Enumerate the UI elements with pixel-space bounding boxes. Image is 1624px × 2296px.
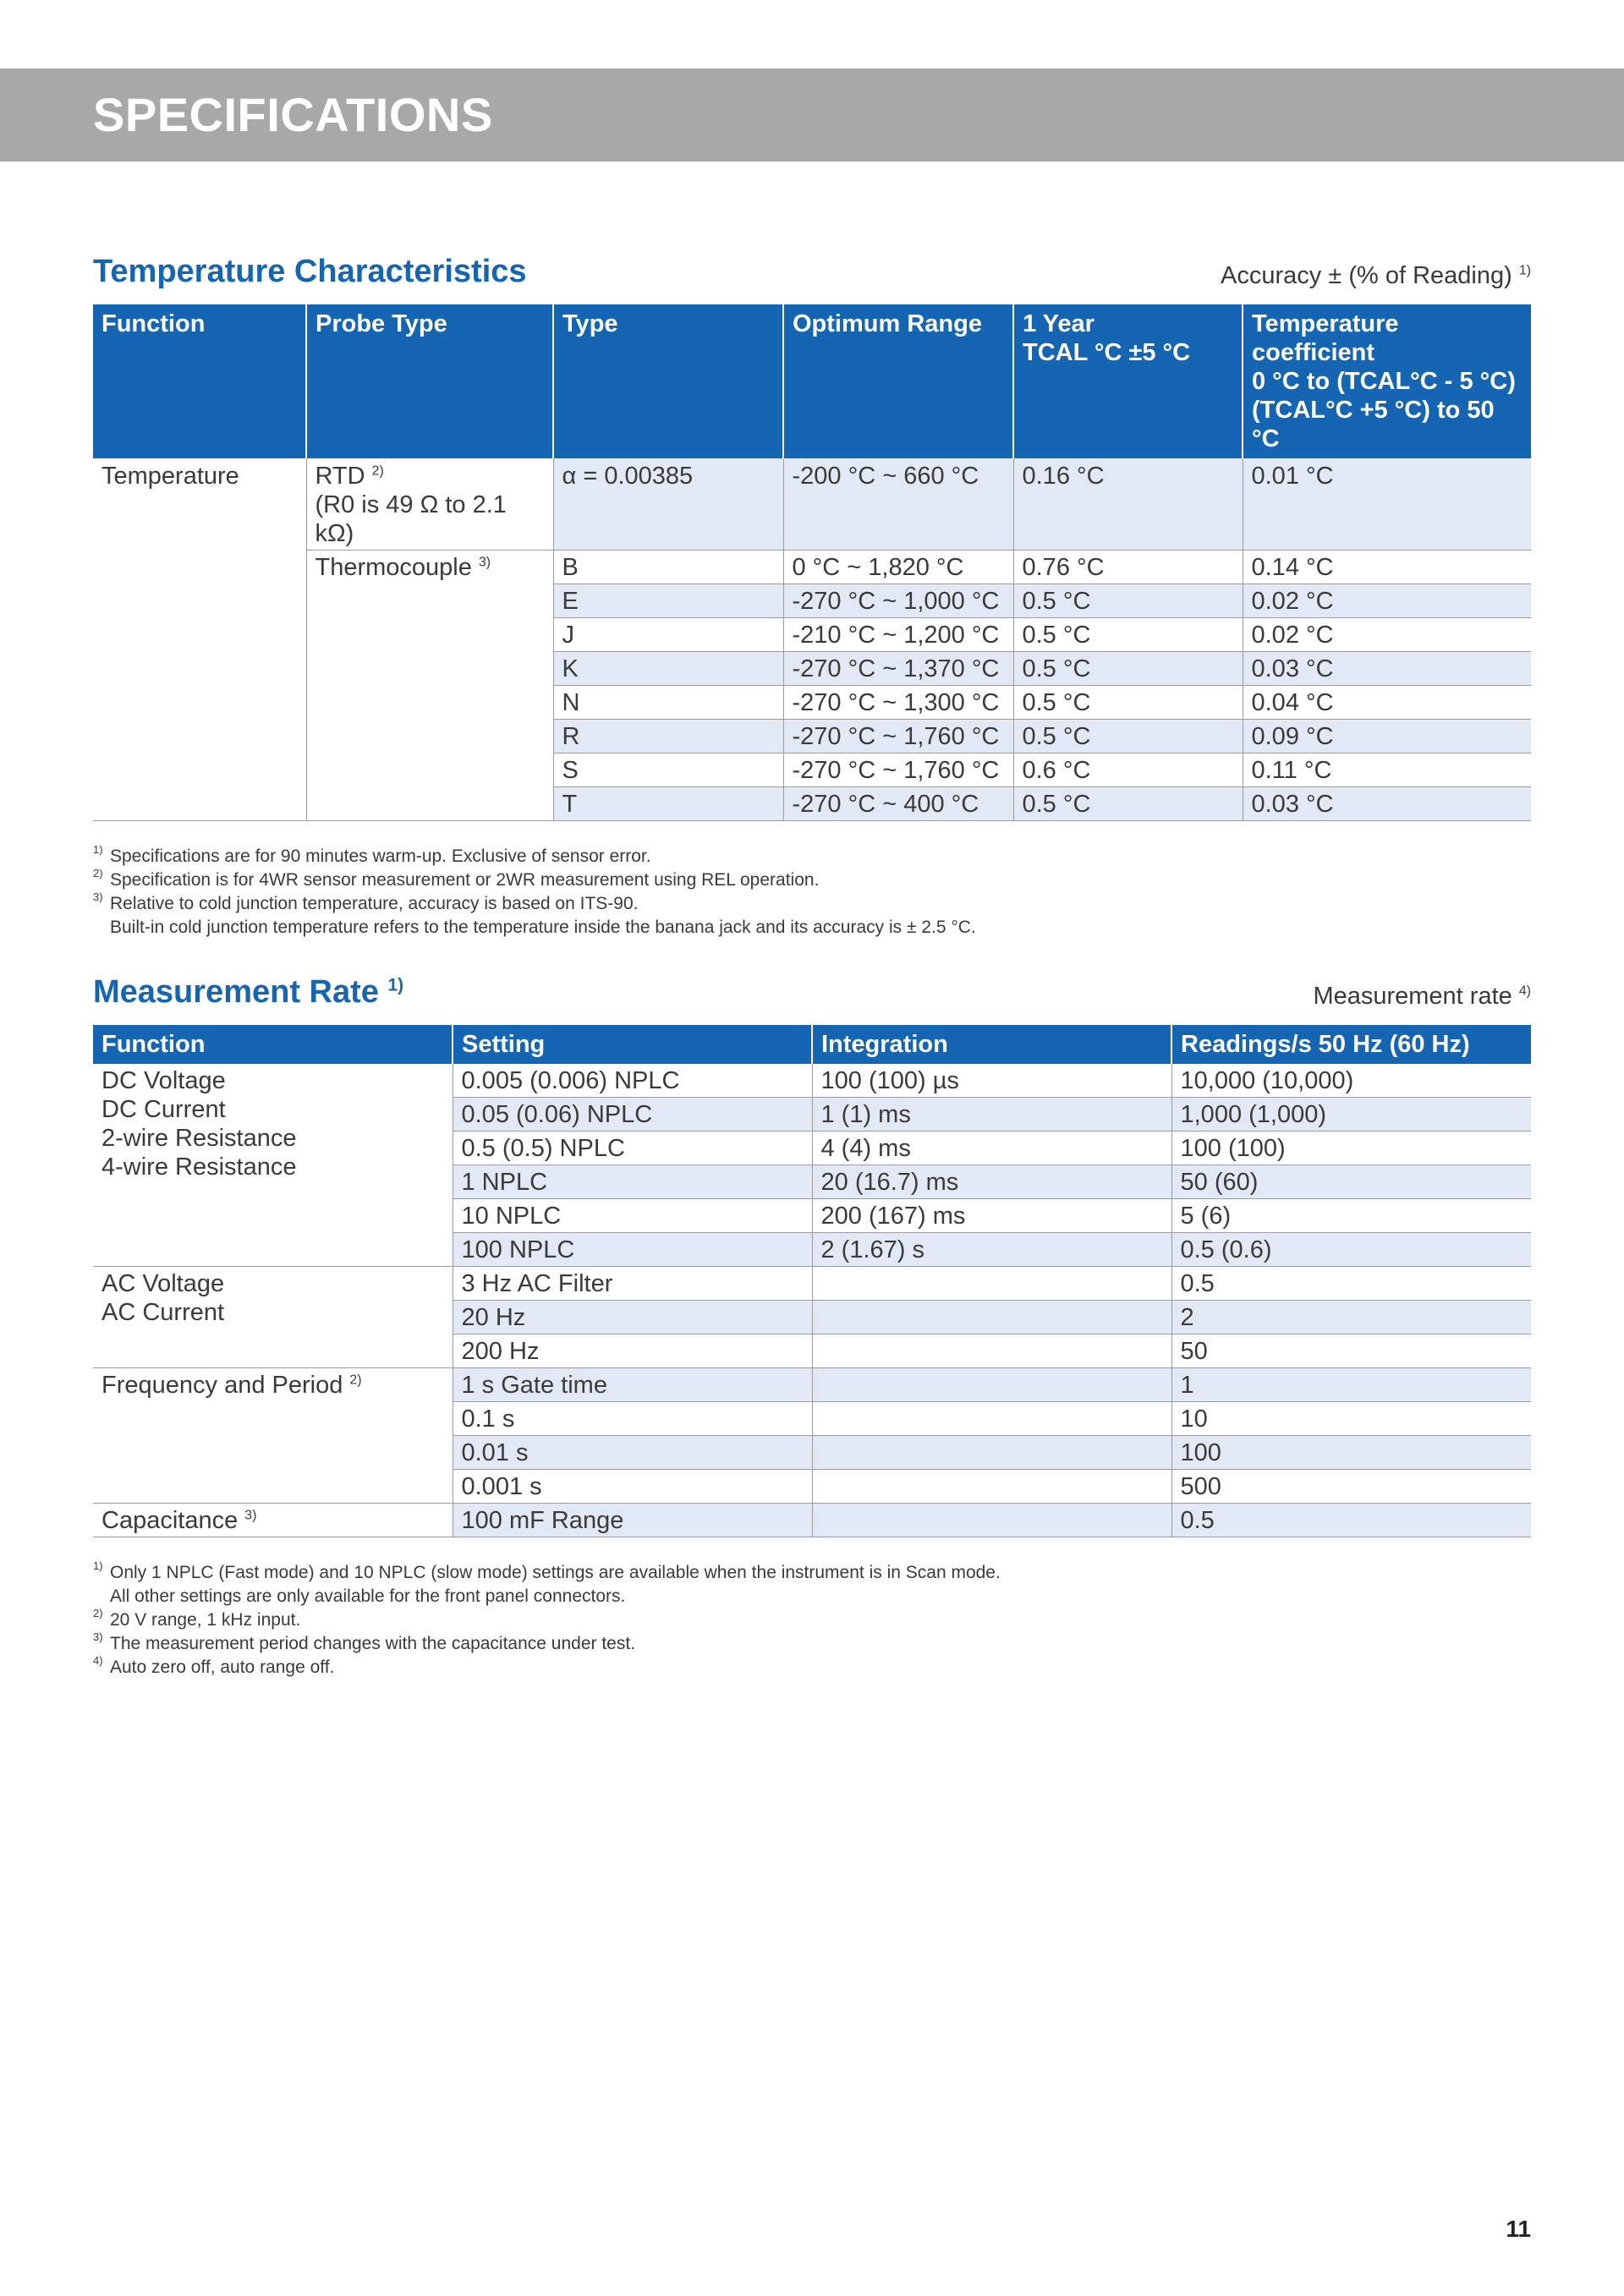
setting-cell: 200 Hz (453, 1334, 812, 1368)
integration-cell (812, 1504, 1171, 1537)
readings-cell: 0.5 (1171, 1267, 1531, 1301)
col-probe-type: Probe Type (306, 304, 553, 458)
col-integration: Integration (812, 1025, 1171, 1064)
function-capacitance-cell: Capacitance $^{3)}$ (93, 1504, 453, 1537)
setting-cell: 0.005 (0.006) NPLC (453, 1064, 812, 1098)
function-frequency-cell: Frequency and Period $^{2)}$ (93, 1368, 453, 1504)
year-cell: 0.76 °C (1013, 551, 1243, 584)
type-cell: α = 0.00385 (553, 458, 783, 551)
measurement-rate-label: Measurement rate $^{4)}$ (1313, 983, 1531, 1010)
table-row (93, 458, 1531, 551)
col-temp-coefficient: Temperature coefficient 0 °C to (TCAL°C - 5 °C) (TCAL°C +5 °C) to 50 °C (1243, 304, 1531, 458)
type-cell: B (553, 551, 783, 584)
readings-cell: 0.5 (1171, 1504, 1531, 1537)
col-type: Type (553, 304, 783, 458)
table-row (93, 1064, 1531, 1098)
readings-cell: 1 (1171, 1368, 1531, 1402)
page-number: 11 (1506, 2216, 1531, 2242)
integration-cell: 100 (100) µs (812, 1064, 1171, 1098)
readings-cell: 0.5 (0.6) (1171, 1233, 1531, 1267)
year-cell: 0.16 °C (1013, 458, 1243, 551)
col-setting: Setting (453, 1025, 812, 1064)
table-row (93, 1504, 1531, 1537)
setting-cell: 100 mF Range (453, 1504, 812, 1537)
measurement-rate-title: Measurement Rate $^{1)}$ (93, 974, 404, 1010)
coef-cell: 0.01 °C (1243, 458, 1531, 551)
coef-cell: 0.02 °C (1243, 618, 1531, 652)
integration-cell (812, 1301, 1171, 1334)
setting-cell: 0.1 s (453, 1402, 812, 1436)
readings-cell: 50 (1171, 1334, 1531, 1368)
coef-cell: 0.03 °C (1243, 787, 1531, 821)
readings-cell: 10,000 (10,000) (1171, 1064, 1531, 1098)
footnote: 2) Specification is for 4WR sensor measurement or 2WR measurement using REL operation. (93, 867, 820, 890)
measurement-rate-header (93, 974, 1531, 1025)
readings-cell: 2 (1171, 1301, 1531, 1334)
coef-cell: 0.04 °C (1243, 686, 1531, 720)
range-cell: -270 °C ~ 1,000 °C (783, 584, 1013, 618)
col-function: Function (93, 304, 306, 458)
setting-cell: 10 NPLC (453, 1199, 812, 1233)
function-dc-cell: DC Voltage DC Current 2-wire Resistance 4-wire Resistance (93, 1064, 453, 1267)
setting-cell: 0.05 (0.06) NPLC (453, 1098, 812, 1132)
col-readings: Readings/s 50 Hz (60 Hz) (1171, 1025, 1531, 1064)
range-cell: 0 °C ~ 1,820 °C (783, 551, 1013, 584)
integration-cell (812, 1470, 1171, 1504)
type-cell: S (553, 753, 783, 787)
temperature-title: Temperature Characteristics (93, 254, 527, 289)
integration-cell (812, 1402, 1171, 1436)
table-header-row (93, 1025, 1531, 1064)
integration-cell: 4 (4) ms (812, 1132, 1171, 1165)
footnote: 1) Specifications are for 90 minutes warm-up. Exclusive of sensor error. (93, 843, 651, 866)
year-cell: 0.5 °C (1013, 618, 1243, 652)
measurement-rate-table (93, 1025, 1531, 1537)
temperature-footnotes (93, 845, 1531, 940)
footnote: 2) 20 V range, 1 kHz input. (93, 1607, 301, 1630)
readings-cell: 50 (60) (1171, 1165, 1531, 1199)
range-cell: -210 °C ~ 1,200 °C (783, 618, 1013, 652)
col-function: Function (93, 1025, 453, 1064)
footnote: 3) Relative to cold junction temperature, accuracy is based on ITS-90. (93, 890, 639, 913)
range-cell: -270 °C ~ 1,370 °C (783, 652, 1013, 686)
integration-cell (812, 1368, 1171, 1402)
type-cell: E (553, 584, 783, 618)
measurement-rate-section (93, 974, 1531, 1680)
type-cell: J (553, 618, 783, 652)
probe-thermocouple-cell: Thermocouple $^{3)}$ (306, 551, 553, 821)
coef-cell: 0.03 °C (1243, 652, 1531, 686)
footnote: 1) Only 1 NPLC (Fast mode) and 10 NPLC (slow mode) settings are available when the instrument is in Scan mode. (93, 1559, 1001, 1582)
integration-cell (812, 1267, 1171, 1301)
integration-cell: 20 (16.7) ms (812, 1165, 1171, 1199)
setting-cell: 0.001 s (453, 1470, 812, 1504)
table-row (93, 1267, 1531, 1301)
year-cell: 0.5 °C (1013, 720, 1243, 753)
year-cell: 0.5 °C (1013, 787, 1243, 821)
accuracy-label: Accuracy ± (% of Reading) $^{1)}$ (1221, 262, 1531, 289)
year-cell: 0.5 °C (1013, 584, 1243, 618)
type-cell: K (553, 652, 783, 686)
setting-cell: 1 NPLC (453, 1165, 812, 1199)
footnote: 3) The measurement period changes with the capacitance under test. (93, 1630, 636, 1653)
integration-cell: 200 (167) ms (812, 1199, 1171, 1233)
coef-cell: 0.02 °C (1243, 584, 1531, 618)
setting-cell: 0.01 s (453, 1436, 812, 1470)
footnote: Built-in cold junction temperature refers to the temperature inside the banana jack and its accuracy is ± 2.5 °C. (110, 918, 976, 937)
table-header-row (93, 304, 1531, 458)
header-banner (0, 68, 1624, 162)
col-1-year: 1 Year TCAL °C ±5 °C (1013, 304, 1243, 458)
coef-cell: 0.11 °C (1243, 753, 1531, 787)
page-title: SPECIFICATIONS (93, 88, 493, 141)
measurement-rate-footnotes (93, 1561, 1531, 1680)
year-cell: 0.6 °C (1013, 753, 1243, 787)
temperature-section (93, 254, 1531, 940)
type-cell: R (553, 720, 783, 753)
setting-cell: 100 NPLC (453, 1233, 812, 1267)
setting-cell: 3 Hz AC Filter (453, 1267, 812, 1301)
table-row (93, 551, 1531, 584)
range-cell: -270 °C ~ 1,760 °C (783, 720, 1013, 753)
range-cell: -270 °C ~ 1,760 °C (783, 753, 1013, 787)
integration-cell (812, 1334, 1171, 1368)
coef-cell: 0.09 °C (1243, 720, 1531, 753)
type-cell: N (553, 686, 783, 720)
readings-cell: 100 (1171, 1436, 1531, 1470)
readings-cell: 500 (1171, 1470, 1531, 1504)
range-cell: -270 °C ~ 1,300 °C (783, 686, 1013, 720)
setting-cell: 20 Hz (453, 1301, 812, 1334)
integration-cell: 1 (1) ms (812, 1098, 1171, 1132)
readings-cell: 1,000 (1,000) (1171, 1098, 1531, 1132)
range-cell: -270 °C ~ 400 °C (783, 787, 1013, 821)
type-cell: T (553, 787, 783, 821)
temperature-section-header (93, 254, 1531, 304)
footnote: All other settings are only available for the front panel connectors. (110, 1586, 626, 1606)
temperature-table (93, 304, 1531, 821)
footnote: 4) Auto zero off, auto range off. (93, 1654, 335, 1677)
integration-cell: 2 (1.67) s (812, 1233, 1171, 1267)
range-cell: -200 °C ~ 660 °C (783, 458, 1013, 551)
function-ac-cell: AC Voltage AC Current (93, 1267, 453, 1368)
year-cell: 0.5 °C (1013, 652, 1243, 686)
setting-cell: 0.5 (0.5) NPLC (453, 1132, 812, 1165)
readings-cell: 5 (6) (1171, 1199, 1531, 1233)
function-cell: Temperature (93, 458, 306, 821)
setting-cell: 1 s Gate time (453, 1368, 812, 1402)
integration-cell (812, 1436, 1171, 1470)
probe-rtd-cell: RTD $^{2)}$ (R0 is 49 Ω to 2.1 kΩ) (306, 458, 553, 551)
coef-cell: 0.14 °C (1243, 551, 1531, 584)
readings-cell: 100 (100) (1171, 1132, 1531, 1165)
col-optimum-range: Optimum Range (783, 304, 1013, 458)
year-cell: 0.5 °C (1013, 686, 1243, 720)
readings-cell: 10 (1171, 1402, 1531, 1436)
table-row (93, 1368, 1531, 1402)
